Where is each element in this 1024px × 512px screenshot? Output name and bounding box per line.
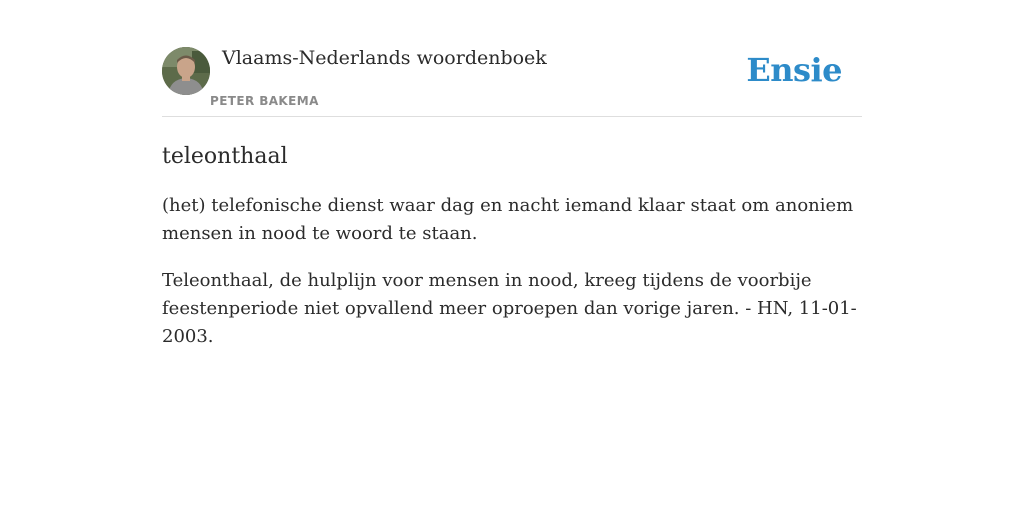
author-name-link[interactable]: PETER BAKEMA: [210, 94, 319, 108]
author-photo: [162, 47, 210, 95]
ensie-logo[interactable]: Ensie: [746, 51, 842, 89]
author-avatar[interactable]: [162, 47, 210, 95]
entry-word: teleonthaal: [162, 144, 288, 169]
entry-card: [162, 46, 862, 351]
dictionary-title-link[interactable]: Vlaams-Nederlands woordenboek: [222, 47, 547, 69]
entry-header: [162, 46, 862, 117]
entry-definition: (het) telefonische dienst waar dag en nacht iemand klaar staat om anoniem mensen in nood te woord te staan.: [162, 195, 854, 244]
entry-example: Teleonthaal, de hulplijn voor mensen in nood, kreeg tijdens de voorbije feestenperiode niet opvallend meer oproepen dan vorige jaren. - HN, 11-01-2003.: [162, 270, 857, 347]
